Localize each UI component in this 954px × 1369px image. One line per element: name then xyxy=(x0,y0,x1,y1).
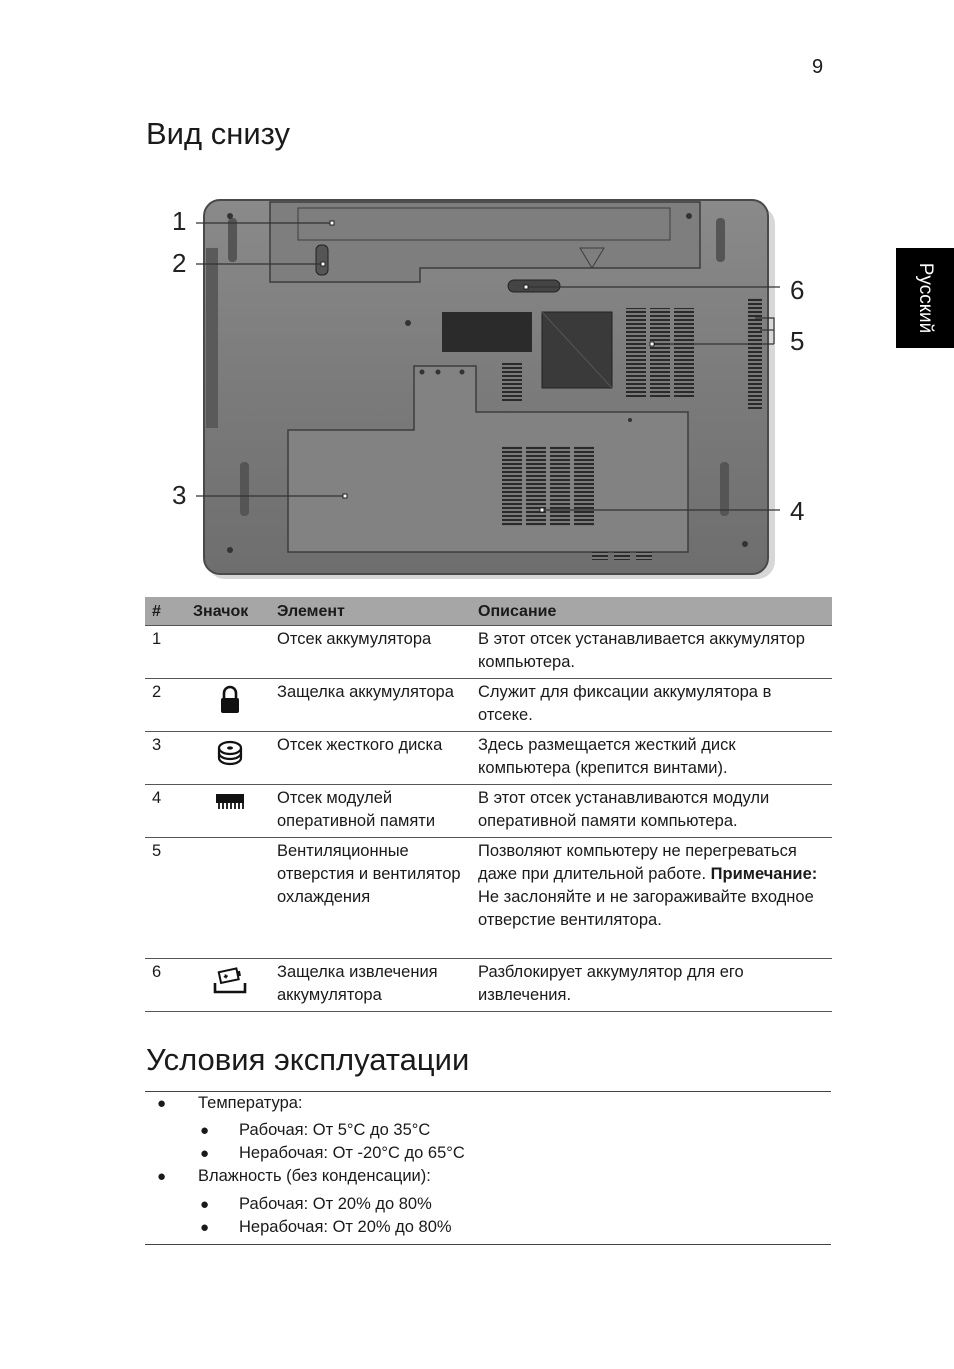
row-num: 1 xyxy=(145,626,186,679)
bullet-icon: ● xyxy=(200,1219,210,1236)
battery-lock xyxy=(316,245,328,275)
row-description: В этот отсек устанавливаются модули оперативной памяти компьютера. xyxy=(471,785,832,838)
bullet-icon: ● xyxy=(200,1122,210,1139)
components-table xyxy=(145,597,832,1012)
bullet-icon: ● xyxy=(200,1196,210,1213)
table-row xyxy=(145,838,832,959)
bullet-icon: ● xyxy=(157,1095,167,1112)
table-row xyxy=(145,679,832,732)
callout-5: 5 xyxy=(790,326,805,356)
row-element: Защелка извлечения аккумулятора xyxy=(270,959,471,1012)
hard-disk-icon xyxy=(216,738,244,768)
section-title-bottom-view: Вид снизу xyxy=(146,116,290,151)
battery-release-icon xyxy=(212,965,248,995)
row-icon xyxy=(186,785,270,838)
temperature-nonoperating: Нерабочая: От -20°C до 65°C xyxy=(239,1144,465,1162)
table-row xyxy=(145,626,832,679)
row-description: Позволяют компьютеру не перегреваться даже при длительной работе. xyxy=(478,842,797,883)
humidity-nonoperating: Нерабочая: От 20% до 80% xyxy=(239,1218,452,1236)
callout-1: 1 xyxy=(172,206,187,236)
row-num: 4 xyxy=(145,785,186,838)
laptop-bottom-diagram xyxy=(160,190,820,585)
row-icon xyxy=(186,838,270,959)
header-icon: Значок xyxy=(186,597,270,626)
cooling-vents xyxy=(626,308,646,398)
row-num: 2 xyxy=(145,679,186,732)
row-num: 6 xyxy=(145,959,186,1012)
row-description: Здесь размещается жесткий диск компьютера (крепится винтами). xyxy=(471,732,832,785)
page-number: 9 xyxy=(812,56,824,78)
language-tab-label: Русский xyxy=(915,262,936,334)
lock-icon xyxy=(219,685,241,715)
battery-release-latch xyxy=(508,280,560,292)
row-icon xyxy=(186,959,270,1012)
table-header-row xyxy=(145,597,832,626)
table-row xyxy=(145,785,832,838)
bullet-icon: ● xyxy=(157,1168,167,1185)
header-num: # xyxy=(145,597,186,626)
row-element: Отсек аккумулятора xyxy=(270,626,471,679)
row-element: Защелка аккумулятора xyxy=(270,679,471,732)
row-icon xyxy=(186,626,270,679)
temperature-label: Температура: xyxy=(198,1094,303,1112)
callout-6: 6 xyxy=(790,275,805,305)
memory-compartment-vents xyxy=(502,446,522,526)
header-description: Описание xyxy=(471,597,832,626)
row-num: 5 xyxy=(145,838,186,959)
row-description-cell xyxy=(471,838,832,959)
memory-module-icon xyxy=(215,791,245,811)
row-element: Вентиляционные отверстия и вентилятор охлаждения xyxy=(270,838,471,959)
note-text: Не заслоняйте и не загораживайте входное отверстие вентилятора. xyxy=(478,888,814,929)
callout-2: 2 xyxy=(172,248,187,278)
callout-3: 3 xyxy=(172,480,187,510)
header-element: Элемент xyxy=(270,597,471,626)
table-row xyxy=(145,732,832,785)
humidity-label: Влажность (без конденсации): xyxy=(198,1167,431,1185)
row-icon xyxy=(186,732,270,785)
row-element: Отсек модулей оперативной памяти xyxy=(270,785,471,838)
row-element: Отсек жесткого диска xyxy=(270,732,471,785)
row-num: 3 xyxy=(145,732,186,785)
callout-4: 4 xyxy=(790,496,805,526)
bullet-icon: ● xyxy=(200,1145,210,1162)
row-description: Служит для фиксации аккумулятора в отсеке. xyxy=(471,679,832,732)
row-icon xyxy=(186,679,270,732)
language-tab xyxy=(896,248,954,348)
table-row xyxy=(145,959,832,1012)
section-title-operating-conditions: Условия эксплуатации xyxy=(146,1042,470,1077)
note-label: Примечание: xyxy=(710,865,818,883)
humidity-operating: Рабочая: От 20% до 80% xyxy=(239,1195,432,1213)
row-description: В этот отсек устанавливается аккумулятор компьютера. xyxy=(471,626,832,679)
temperature-operating: Рабочая: От 5°C до 35°C xyxy=(239,1121,431,1139)
operating-conditions-list xyxy=(145,1091,831,1245)
row-description: Разблокирует аккумулятор для его извлечения. xyxy=(471,959,832,1012)
